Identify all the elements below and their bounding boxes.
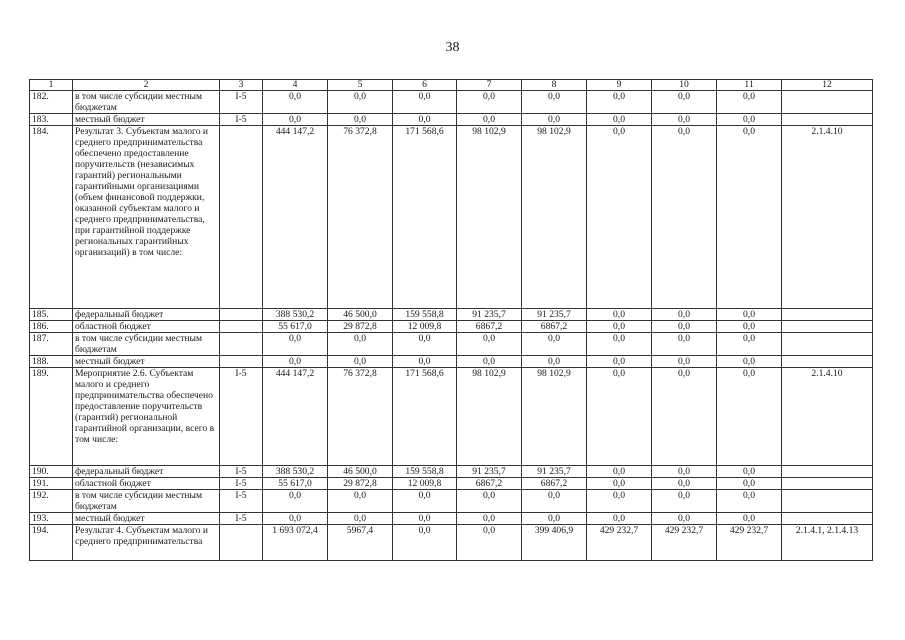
value-col-7-cell: 0,0	[457, 114, 522, 126]
value-col-11-cell: 0,0	[717, 333, 782, 356]
value-col-6-cell: 159 558,8	[393, 309, 457, 321]
value-col-8-cell: 399 406,9	[522, 525, 587, 561]
column-number-header: 5	[328, 80, 393, 91]
value-col-7-cell: 98 102,9	[457, 126, 522, 309]
value-col-10-cell: 0,0	[652, 309, 717, 321]
reference-cell	[782, 91, 873, 114]
table-row	[30, 368, 873, 466]
value-col-8-cell: 0,0	[522, 91, 587, 114]
value-col-10-cell: 0,0	[652, 466, 717, 478]
value-col-8-cell: 0,0	[522, 490, 587, 513]
value-col-11-cell: 0,0	[717, 368, 782, 466]
value-col-11-cell: 0,0	[717, 126, 782, 309]
value-col-10-cell: 0,0	[652, 91, 717, 114]
value-col-5-cell: 5967,4	[328, 525, 393, 561]
column-number-header: 9	[587, 80, 652, 91]
column-number-header-row	[30, 80, 873, 91]
value-col-4-cell: 388 530,2	[263, 466, 328, 478]
value-col-4-cell: 0,0	[263, 333, 328, 356]
code-cell: I-5	[220, 513, 263, 525]
row-number-cell: 189.	[30, 368, 73, 466]
table-row	[30, 333, 873, 356]
value-col-10-cell: 0,0	[652, 513, 717, 525]
table-row	[30, 126, 873, 309]
value-col-7-cell: 91 235,7	[457, 309, 522, 321]
value-col-4-cell: 0,0	[263, 490, 328, 513]
value-col-8-cell: 0,0	[522, 333, 587, 356]
column-number-header: 10	[652, 80, 717, 91]
description-cell: в том числе субсидии местным бюджетам	[73, 490, 220, 513]
value-col-9-cell: 0,0	[587, 356, 652, 368]
description-cell: федеральный бюджет	[73, 466, 220, 478]
value-col-7-cell: 0,0	[457, 525, 522, 561]
code-cell	[220, 309, 263, 321]
value-col-5-cell: 29 872,8	[328, 478, 393, 490]
column-number-header: 12	[782, 80, 873, 91]
description-cell: местный бюджет	[73, 513, 220, 525]
value-col-10-cell: 0,0	[652, 333, 717, 356]
value-col-9-cell: 0,0	[587, 309, 652, 321]
value-col-4-cell: 388 530,2	[263, 309, 328, 321]
value-col-7-cell: 0,0	[457, 513, 522, 525]
value-col-5-cell: 0,0	[328, 91, 393, 114]
reference-cell	[782, 321, 873, 333]
table-row	[30, 478, 873, 490]
table-row	[30, 466, 873, 478]
value-col-11-cell: 0,0	[717, 478, 782, 490]
reference-cell	[782, 490, 873, 513]
value-col-7-cell: 0,0	[457, 333, 522, 356]
value-col-6-cell: 159 558,8	[393, 466, 457, 478]
value-col-11-cell: 0,0	[717, 114, 782, 126]
column-number-header: 3	[220, 80, 263, 91]
value-col-9-cell: 0,0	[587, 126, 652, 309]
description-cell: Мероприятие 2.6. Субъектам малого и среднего предпринимательства обеспечено предоставление поручительств (гарантий) региональной гарантийной организации, всего в том числе:	[73, 368, 220, 466]
reference-cell	[782, 466, 873, 478]
code-cell: I-5	[220, 490, 263, 513]
column-number-header: 11	[717, 80, 782, 91]
value-col-8-cell: 0,0	[522, 513, 587, 525]
reference-cell: 2.1.4.10	[782, 126, 873, 309]
value-col-6-cell: 0,0	[393, 114, 457, 126]
value-col-10-cell: 0,0	[652, 321, 717, 333]
table-row	[30, 91, 873, 114]
value-col-8-cell: 98 102,9	[522, 368, 587, 466]
reference-cell	[782, 114, 873, 126]
table-row	[30, 114, 873, 126]
reference-cell	[782, 333, 873, 356]
value-col-6-cell: 0,0	[393, 356, 457, 368]
value-col-6-cell: 0,0	[393, 513, 457, 525]
value-col-7-cell: 0,0	[457, 356, 522, 368]
value-col-7-cell: 0,0	[457, 490, 522, 513]
row-number-cell: 194.	[30, 525, 73, 561]
value-col-4-cell: 0,0	[263, 91, 328, 114]
value-col-11-cell: 0,0	[717, 466, 782, 478]
value-col-4-cell: 444 147,2	[263, 126, 328, 309]
value-col-4-cell: 0,0	[263, 356, 328, 368]
code-cell: I-5	[220, 368, 263, 466]
row-number-cell: 186.	[30, 321, 73, 333]
row-number-cell: 191.	[30, 478, 73, 490]
value-col-4-cell: 444 147,2	[263, 368, 328, 466]
reference-cell: 2.1.4.1, 2.1.4.13	[782, 525, 873, 561]
row-number-cell: 193.	[30, 513, 73, 525]
value-col-9-cell: 429 232,7	[587, 525, 652, 561]
description-cell: Результат 4. Субъектам малого и среднего предпринимательства	[73, 525, 220, 561]
row-number-cell: 190.	[30, 466, 73, 478]
value-col-9-cell: 0,0	[587, 91, 652, 114]
value-col-8-cell: 6867,2	[522, 478, 587, 490]
code-cell: I-5	[220, 114, 263, 126]
value-col-7-cell: 0,0	[457, 91, 522, 114]
value-col-5-cell: 0,0	[328, 513, 393, 525]
row-number-cell: 183.	[30, 114, 73, 126]
value-col-9-cell: 0,0	[587, 490, 652, 513]
value-col-6-cell: 0,0	[393, 490, 457, 513]
code-cell	[220, 126, 263, 309]
value-col-8-cell: 0,0	[522, 356, 587, 368]
value-col-5-cell: 76 372,8	[328, 126, 393, 309]
value-col-9-cell: 0,0	[587, 114, 652, 126]
value-col-5-cell: 76 372,8	[328, 368, 393, 466]
value-col-8-cell: 91 235,7	[522, 466, 587, 478]
value-col-9-cell: 0,0	[587, 466, 652, 478]
value-col-8-cell: 0,0	[522, 114, 587, 126]
reference-cell	[782, 309, 873, 321]
description-cell: областной бюджет	[73, 321, 220, 333]
value-col-10-cell: 0,0	[652, 478, 717, 490]
value-col-4-cell: 0,0	[263, 513, 328, 525]
value-col-9-cell: 0,0	[587, 333, 652, 356]
row-number-cell: 184.	[30, 126, 73, 309]
reference-cell	[782, 356, 873, 368]
value-col-6-cell: 12 009,8	[393, 478, 457, 490]
value-col-4-cell: 55 617,0	[263, 478, 328, 490]
reference-cell	[782, 478, 873, 490]
column-number-header: 8	[522, 80, 587, 91]
value-col-10-cell: 0,0	[652, 126, 717, 309]
table-row	[30, 309, 873, 321]
description-cell: местный бюджет	[73, 356, 220, 368]
value-col-6-cell: 0,0	[393, 525, 457, 561]
column-number-header: 1	[30, 80, 73, 91]
value-col-7-cell: 6867,2	[457, 321, 522, 333]
value-col-9-cell: 0,0	[587, 478, 652, 490]
table-row	[30, 513, 873, 525]
description-cell: Результат 3. Субъектам малого и среднего предпринимательства обеспечено предоставление поручительств (независимых гарантий) региональными гарантийными организациями (объем финансовой поддержки, оказанной субъектам малого и среднего предпринимательства, при гарантийной поддержке региональных гарантийных организаций) в том числе:	[73, 126, 220, 309]
value-col-11-cell: 0,0	[717, 513, 782, 525]
value-col-4-cell: 55 617,0	[263, 321, 328, 333]
row-number-cell: 182.	[30, 91, 73, 114]
value-col-5-cell: 46 500,0	[328, 466, 393, 478]
value-col-9-cell: 0,0	[587, 368, 652, 466]
row-number-cell: 187.	[30, 333, 73, 356]
table-row	[30, 356, 873, 368]
value-col-5-cell: 0,0	[328, 356, 393, 368]
description-cell: местный бюджет	[73, 114, 220, 126]
value-col-10-cell: 429 232,7	[652, 525, 717, 561]
code-cell	[220, 356, 263, 368]
value-col-9-cell: 0,0	[587, 513, 652, 525]
code-cell: I-5	[220, 478, 263, 490]
page-number: 38	[445, 40, 460, 55]
value-col-11-cell: 0,0	[717, 321, 782, 333]
value-col-7-cell: 6867,2	[457, 478, 522, 490]
description-cell: в том числе субсидии местным бюджетам	[73, 91, 220, 114]
description-cell: федеральный бюджет	[73, 309, 220, 321]
reference-cell: 2.1.4.10	[782, 368, 873, 466]
row-number-cell: 185.	[30, 309, 73, 321]
value-col-8-cell: 91 235,7	[522, 309, 587, 321]
description-cell: в том числе субсидии местным бюджетам	[73, 333, 220, 356]
row-number-cell: 192.	[30, 490, 73, 513]
table-row	[30, 321, 873, 333]
value-col-10-cell: 0,0	[652, 490, 717, 513]
value-col-5-cell: 0,0	[328, 114, 393, 126]
value-col-6-cell: 171 568,6	[393, 368, 457, 466]
value-col-11-cell: 429 232,7	[717, 525, 782, 561]
value-col-6-cell: 0,0	[393, 333, 457, 356]
value-col-5-cell: 46 500,0	[328, 309, 393, 321]
column-number-header: 6	[393, 80, 457, 91]
value-col-8-cell: 6867,2	[522, 321, 587, 333]
value-col-6-cell: 171 568,6	[393, 126, 457, 309]
value-col-10-cell: 0,0	[652, 356, 717, 368]
column-number-header: 7	[457, 80, 522, 91]
reference-cell	[782, 513, 873, 525]
column-number-header: 2	[73, 80, 220, 91]
value-col-4-cell: 1 693 072,4	[263, 525, 328, 561]
value-col-11-cell: 0,0	[717, 490, 782, 513]
row-number-cell: 188.	[30, 356, 73, 368]
value-col-7-cell: 98 102,9	[457, 368, 522, 466]
column-number-header: 4	[263, 80, 328, 91]
code-cell	[220, 525, 263, 561]
value-col-5-cell: 29 872,8	[328, 321, 393, 333]
code-cell	[220, 333, 263, 356]
value-col-6-cell: 0,0	[393, 91, 457, 114]
code-cell: I-5	[220, 466, 263, 478]
value-col-11-cell: 0,0	[717, 356, 782, 368]
value-col-11-cell: 0,0	[717, 309, 782, 321]
value-col-10-cell: 0,0	[652, 114, 717, 126]
value-col-8-cell: 98 102,9	[522, 126, 587, 309]
description-cell: областной бюджет	[73, 478, 220, 490]
value-col-4-cell: 0,0	[263, 114, 328, 126]
value-col-10-cell: 0,0	[652, 368, 717, 466]
code-cell	[220, 321, 263, 333]
code-cell: I-5	[220, 91, 263, 114]
value-col-5-cell: 0,0	[328, 333, 393, 356]
value-col-9-cell: 0,0	[587, 321, 652, 333]
value-col-5-cell: 0,0	[328, 490, 393, 513]
value-col-6-cell: 12 009,8	[393, 321, 457, 333]
value-col-7-cell: 91 235,7	[457, 466, 522, 478]
value-col-11-cell: 0,0	[717, 91, 782, 114]
table-row	[30, 525, 873, 561]
budget-table	[29, 79, 873, 561]
table-row	[30, 490, 873, 513]
